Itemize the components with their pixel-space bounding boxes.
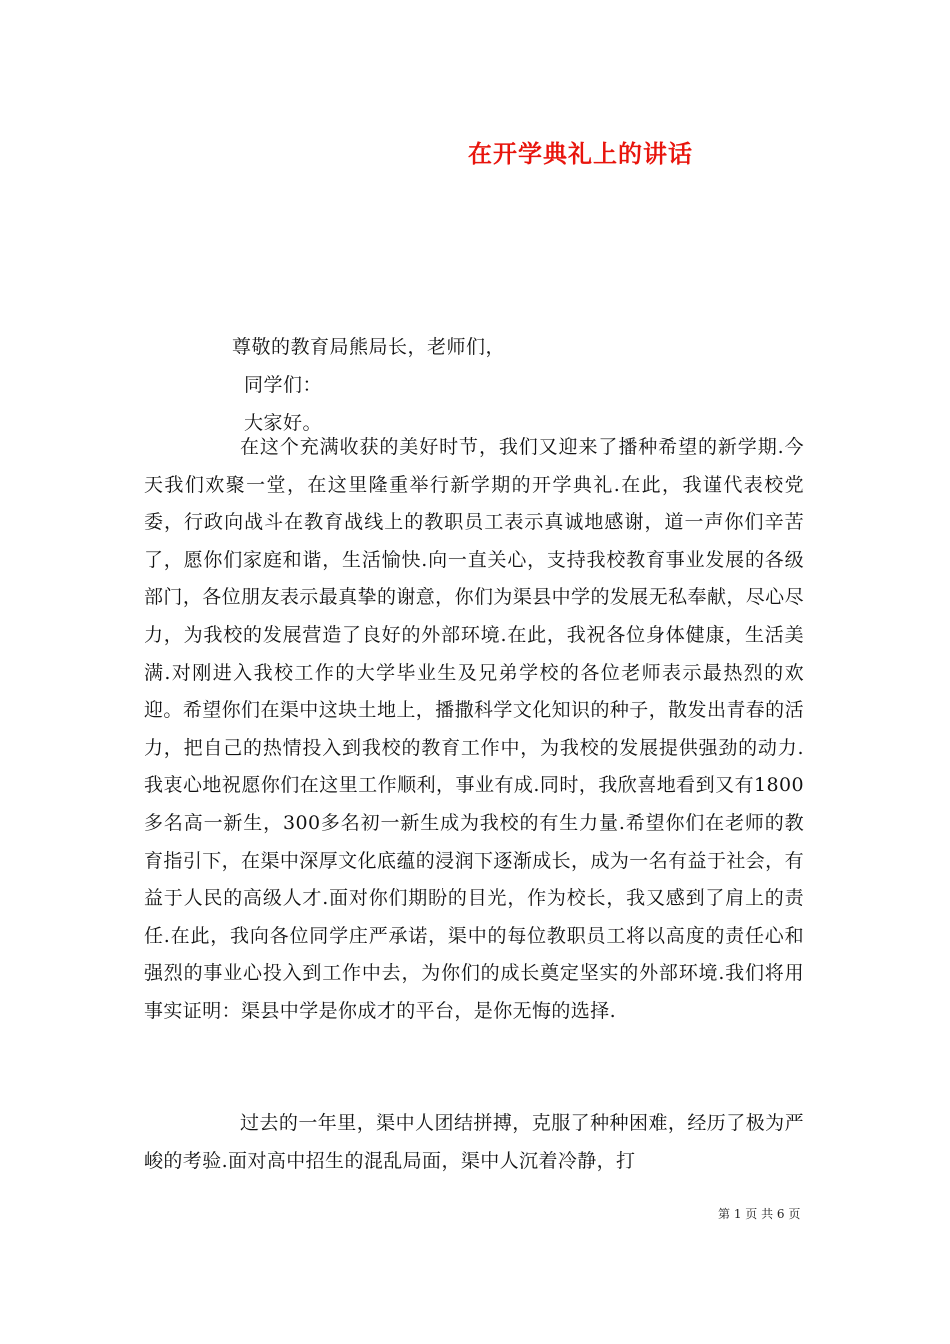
salutation-line: 同学们： bbox=[244, 374, 323, 396]
body-paragraph: 过去的一年里，渠中人团结拼搏，克服了种种困难，经历了极为严峻的考验.面对高中招生的混乱局面，渠中人沉着冷静，打 bbox=[144, 1112, 804, 1172]
greeting-line: 大家好。 bbox=[244, 412, 323, 434]
page-number-footer: 第 1 页 共 6 页 bbox=[718, 1207, 801, 1221]
body-paragraph: 在这个充满收获的美好时节，我们又迎来了播种希望的新学期.今天我们欢聚一堂，在这里隆重举行新学期的开学典礼.在此，我谨代表校党委，行政向战斗在教育战线上的教职员工表示真诚地感谢，道一声你们辛苦了，愿你们家庭和谐，生活愉快.向一直关心，支持我校教育事业发展的各级部门，各位朋友表示最真挚的谢意，你们为渠县中学的发展无私奉献，尽心尽力，为我校的发展营造了良好的外部环境.在此，我祝各位身体健康，生活美满.对刚进入我校工作的大学毕业生及兄弟学校的各位老师表示最热烈的欢迎。希望你们在渠中这块土地上，播撒科学文化知识的种子，散发出青春的活力，把自己的热情投入到我校的教育工作中，为我校的发展提供强劲的动力.我衷心地祝愿你们在这里工作顺利，事业有成.同时，我欣喜地看到又有1800多名高一新生，300多名初一新生成为我校的有生力量.希望你们在老师的教育指引下，在渠中深厚文化底蕴的浸润下逐渐成长，成为一名有益于社会，有益于人民的高级人才.面对你们期盼的目光，作为校长，我又感到了肩上的责任.在此，我向各位同学庄严承诺，渠中的每位教职员工将以高度的责任心和强烈的事业心投入到工作中去，为你们的成长奠定坚实的外部环境.我们将用事实证明：渠县中学是你成才的平台，是你无悔的选择. bbox=[144, 436, 804, 1022]
salutation-line: 尊敬的教育局熊局长，老师们， bbox=[232, 336, 506, 358]
document-title: 在开学典礼上的讲话 bbox=[468, 139, 693, 168]
